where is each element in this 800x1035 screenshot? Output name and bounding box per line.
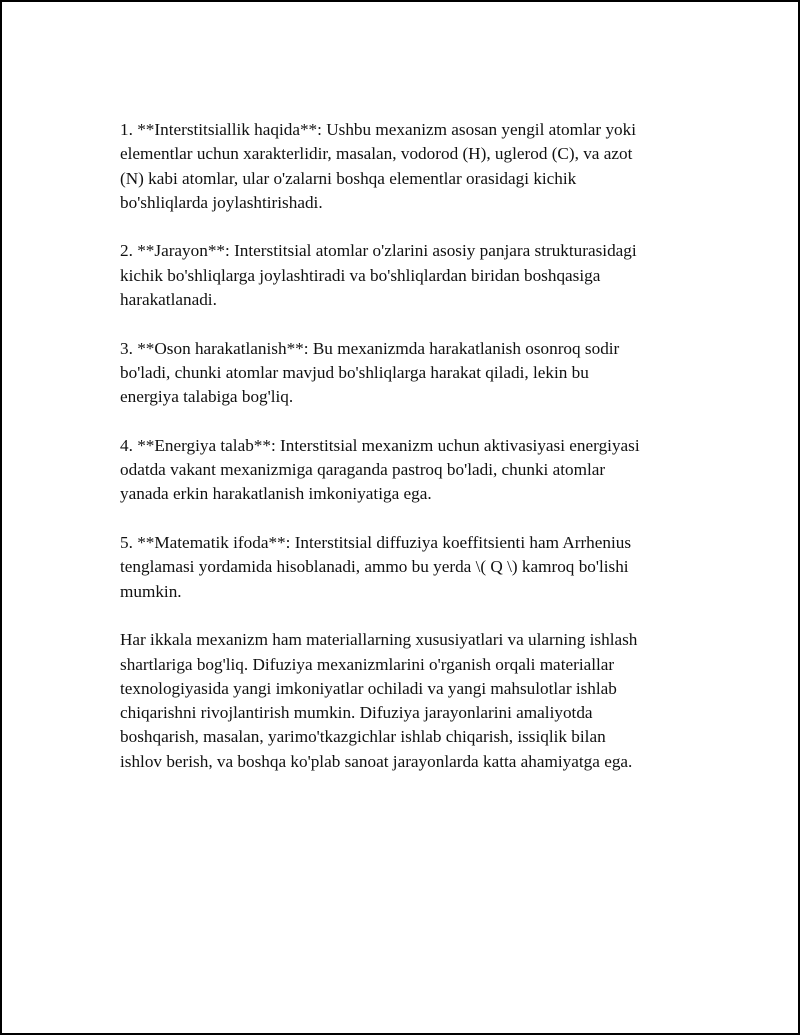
text-line: bo'ladi, chunki atomlar mavjud bo'shliqlarga harakat qiladi, lekin bu	[120, 362, 589, 382]
text-line: elementlar uchun xarakterlidir, masalan, vodorod (H), uglerod (C), va azot	[120, 144, 633, 164]
text-line: (N) kabi atomlar, ular o'zalarni boshqa elementlar orasidagi kichik	[120, 168, 577, 188]
text-line: Har ikkala mexanizm ham materiallarning xususiyatlari va ularning ishlash	[120, 630, 638, 650]
text-line: energiya talabiga bog'liq.	[120, 387, 294, 407]
text-line: yanada erkin harakatlanish imkoniyatiga ega.	[120, 484, 432, 504]
text-line: mumkin.	[120, 581, 182, 601]
text-line: 5. **Matematik ifoda**: Interstitsial diffuziya koeffitsienti ham Arrhenius	[120, 533, 632, 553]
text-line: ishlov berish, va boshqa ko'plab sanoat jarayonlarda katta ahamiyatga ega.	[120, 751, 633, 771]
text-line: texnologiyasida yangi imkoniyatlar ochiladi va yangi mahsulotlar ishlab	[120, 678, 617, 698]
text-line: 4. **Energiya talab**: Interstitsial mexanizm uchun aktivasiyasi energiyasi	[120, 435, 640, 455]
text-line: 3. **Oson harakatlanish**: Bu mexanizmda harakatlanish osonroq sodir	[120, 338, 620, 358]
text-line: kichik bo'shliqlarga joylashtiradi va bo'shliqlardan biridan boshqasiga	[120, 265, 601, 285]
paragraph-energiya-talab	[120, 434, 686, 507]
paragraph-oson-harakatlanish	[120, 337, 686, 410]
text-line: harakatlanadi.	[120, 290, 217, 310]
paragraph-interstitsiallik	[120, 118, 686, 215]
document-body	[120, 118, 686, 798]
paragraph-conclusion	[120, 628, 686, 774]
text-line: boshqarish, masalan, yarimo'tkazgichlar ishlab chiqarish, issiqlik bilan	[120, 727, 606, 747]
text-line: shartlariga bog'liq. Difuziya mexanizmlarini o'rganish orqali materiallar	[120, 654, 615, 674]
text-line: odatda vakant mexanizmiga qaraganda pastroq bo'ladi, chunki atomlar	[120, 460, 606, 480]
paragraph-jarayon	[120, 239, 686, 312]
paragraph-matematik-ifoda	[120, 531, 686, 604]
text-line: 1. **Interstitsiallik haqida**: Ushbu mexanizm asosan yengil atomlar yoki	[120, 120, 637, 139]
text-line: bo'shliqlarda joylashtirishadi.	[120, 192, 323, 212]
text-line: tenglamasi yordamida hisoblanadi, ammo bu yerda \( Q \) kamroq bo'lishi	[120, 557, 629, 577]
text-line: chiqarishni rivojlantirish mumkin. Difuziya jarayonlarini amaliyotda	[120, 703, 593, 723]
text-line: 2. **Jarayon**: Interstitsial atomlar o'zlarini asosiy panjara strukturasidagi	[120, 241, 637, 261]
